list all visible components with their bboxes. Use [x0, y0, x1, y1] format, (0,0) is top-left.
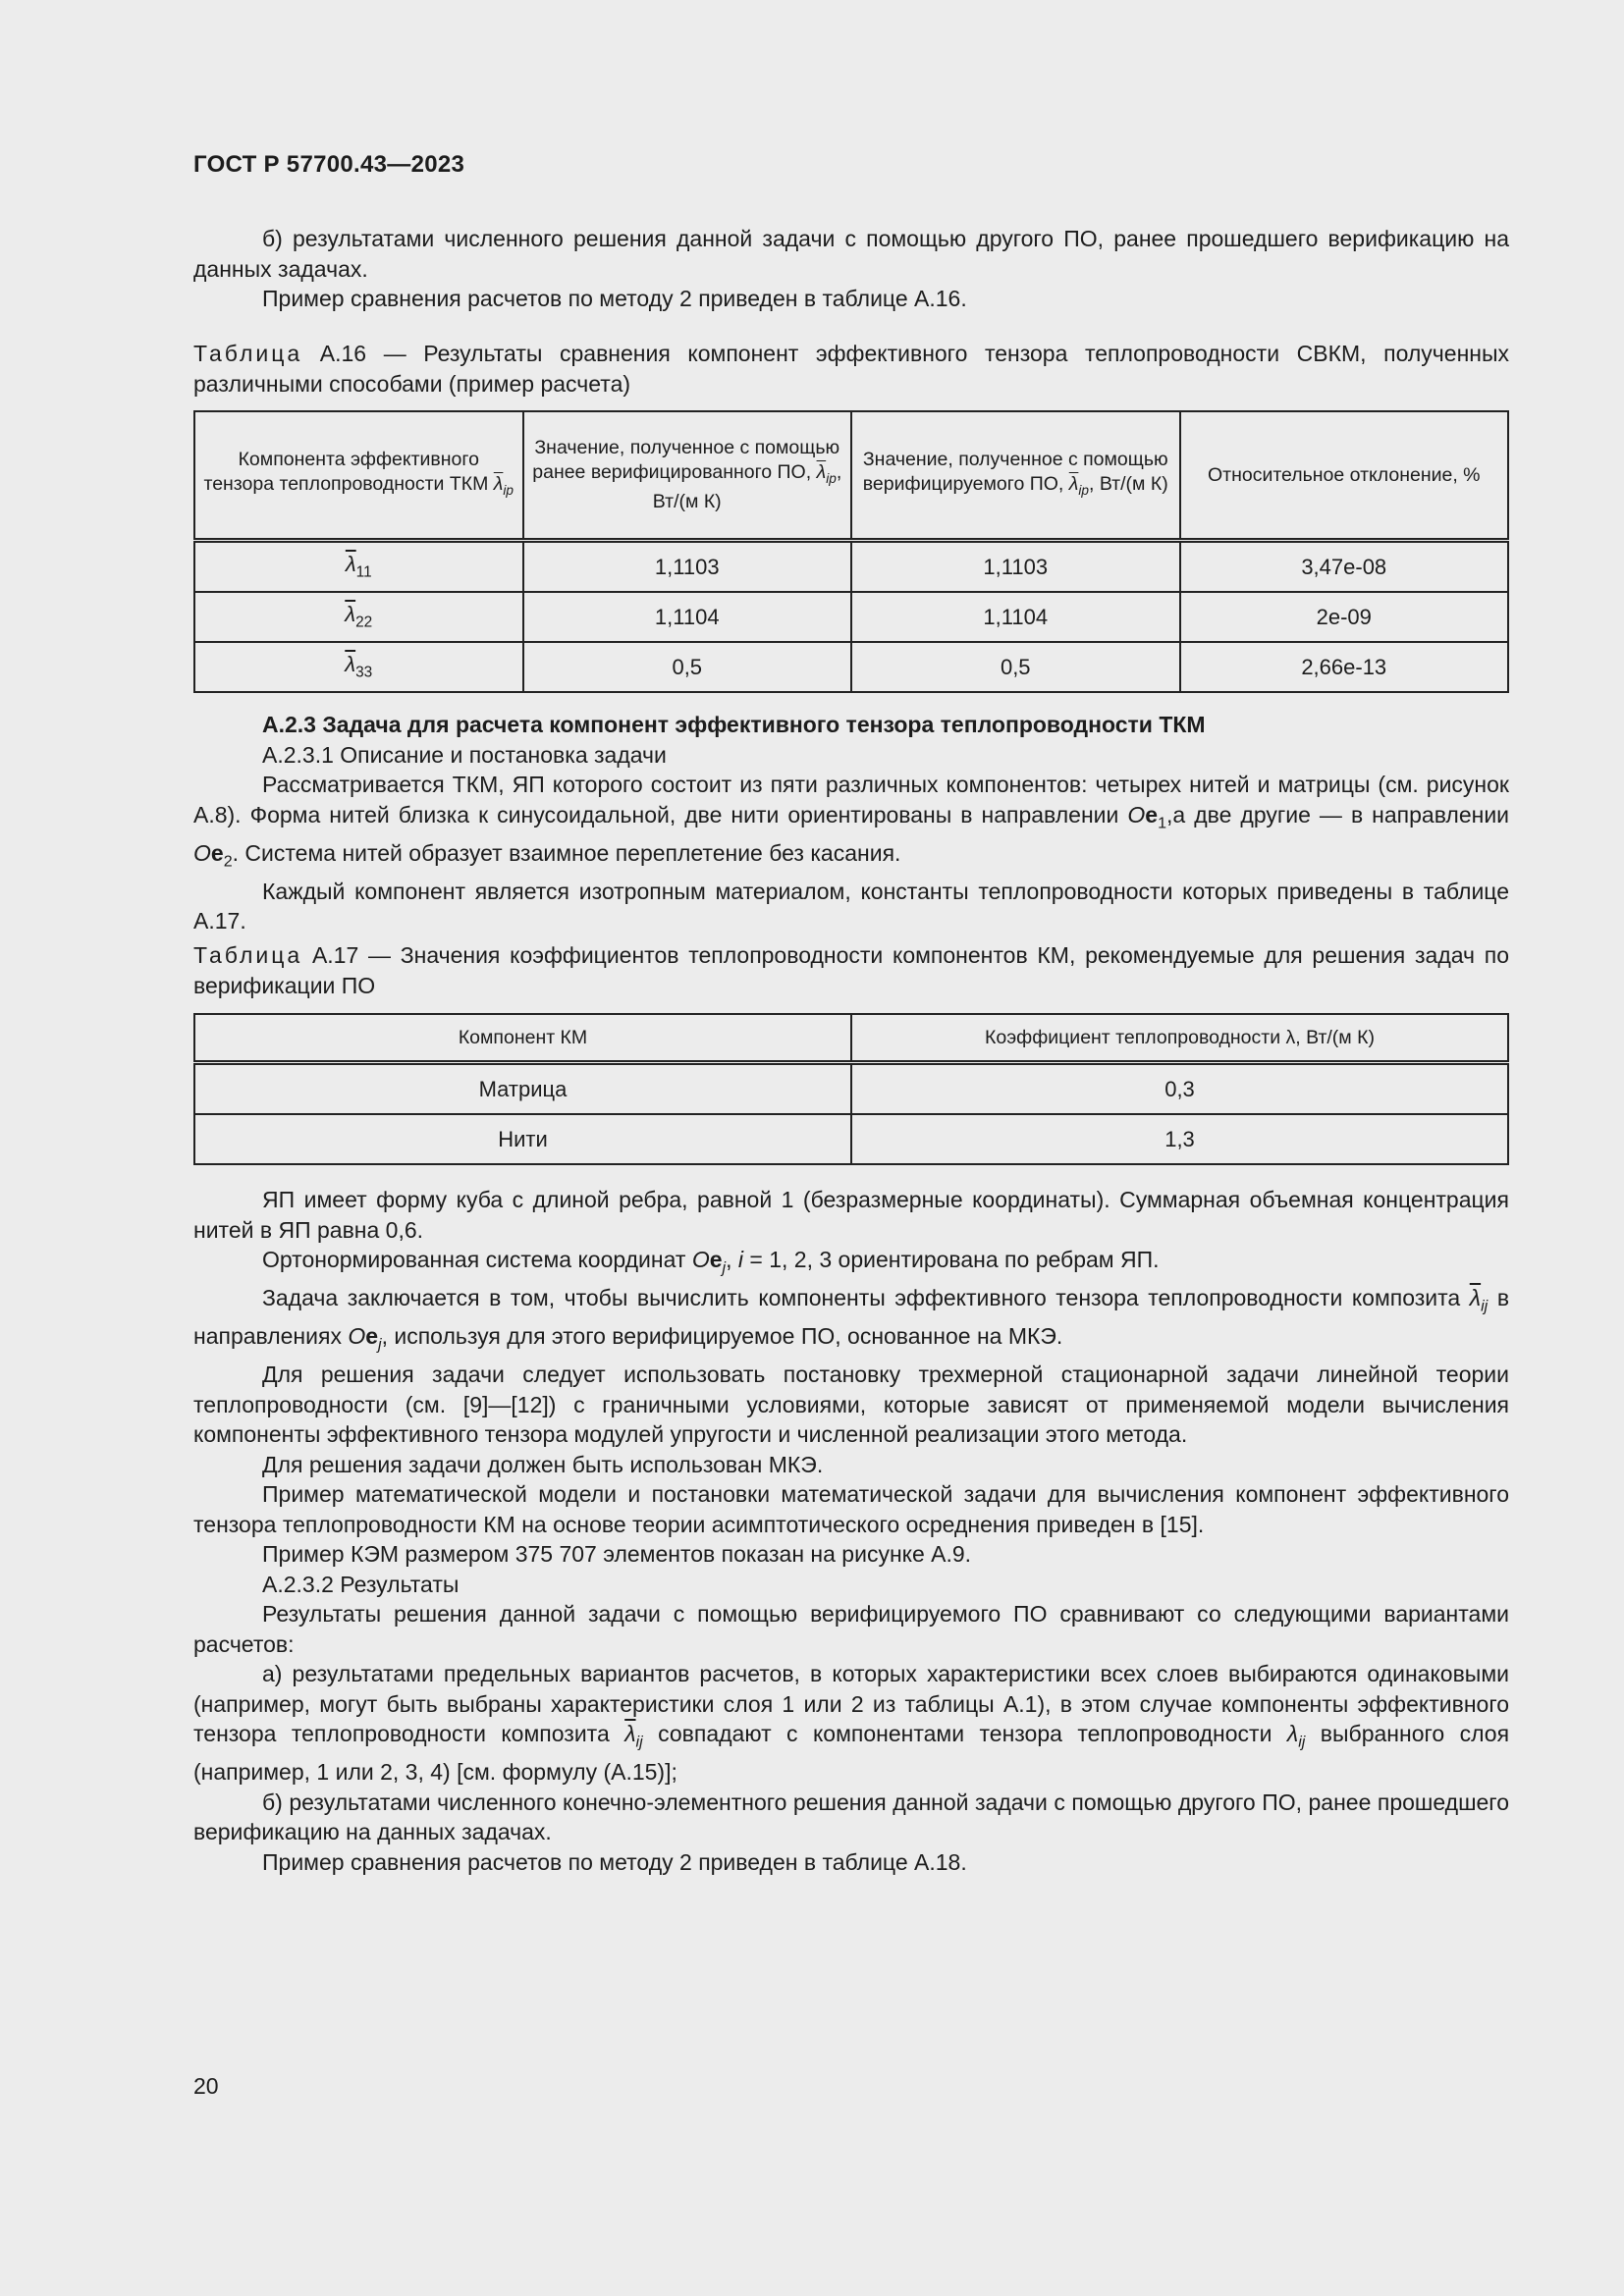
table17-cell-value: 1,3: [851, 1114, 1508, 1164]
table16-cell-component: $\overline{\lambda}_{22}$: [194, 592, 523, 642]
table16-header-row: [194, 411, 1508, 541]
subsection-title-2: А.2.3.2 Результаты: [262, 1571, 460, 1597]
table16-cell-deviation: 3,47е-08: [1180, 541, 1509, 593]
table16-cell-value1: 1,1104: [523, 592, 852, 642]
table-row: [194, 541, 1508, 593]
table16-cell-deviation: 2е-09: [1180, 592, 1509, 642]
table17-caption-prefix: Таблица: [193, 942, 303, 968]
section-a23: [193, 710, 1509, 936]
body-paragraph-7: Пример КЭМ размером 375 707 элементов показан на рисунке А.9.: [262, 1541, 972, 1568]
table17-caption-text: А.17 — Значения коэффициентов теплопроводности компонентов КМ, рекомендуемые для решения задач по верификации ПО: [193, 942, 1510, 998]
table16-caption-prefix: Таблица: [193, 341, 303, 366]
body-paragraph-2: Ортонормированная система координат $Oe_j$, i = 1, 2, 3 ориентирована по ребрам ЯП.: [262, 1247, 1160, 1277]
table17-header-coefficient: Коэффициент теплопроводности λ, Вт/(м К): [851, 1014, 1508, 1063]
body-paragraph-4: Для решения задачи следует использовать постановку трехмерной стационарной задачи линейной теории теплопроводности (см. [9]—[12]) с граничными условиями, которые зависят от применяемой модели вычисления компоненты эффективного тензора модулей упругости и численной реализации этого метода.: [193, 1362, 1509, 1448]
table16-cell-deviation: 2,66е-13: [1180, 642, 1509, 692]
intro-block: [193, 224, 1509, 314]
body-paragraph-6: Пример математической модели и постановки математической задачи для вычисления компонент эффективного тензора теплопроводности КМ на основе теории асимптотического осреднения приведен в [15].: [193, 1481, 1509, 1537]
table16-header-verified-value: Значение, полученное с помощью верифицируемого ПО, $\overline{\lambda}_{ip}$, Вт/(м К): [851, 411, 1180, 541]
body-paragraph-10: б) результатами численного конечно-элементного решения данной задачи с помощью другого ПО, ранее прошедшего верификацию на данных задачах.: [193, 1789, 1509, 1845]
table-row: [194, 592, 1508, 642]
table16-cell-component: $\overline{\lambda}_{11}$: [194, 541, 523, 593]
table16-caption: [193, 339, 1509, 399]
table17-caption: [193, 940, 1509, 1000]
table16-header-component: Компонента эффективного тензора теплопроводности ТКМ $\overline{\lambda}_{ip}$: [194, 411, 523, 541]
body-paragraph-3: Задача заключается в том, чтобы вычислить компоненты эффективного тензора теплопроводности композита $\overline{\lambda}_{ij}$ в направлениях $Oe_j$, используя для этого верифицируемое ПО, основанное на МКЭ.: [193, 1285, 1510, 1354]
intro-paragraph-2: Пример сравнения расчетов по методу 2 приведен в таблице А.16.: [262, 286, 967, 311]
body-paragraph-1: ЯП имеет форму куба с длиной ребра, равной 1 (безразмерные координаты). Суммарная объемная концентрация нитей в ЯП равна 0,6.: [193, 1187, 1509, 1243]
table16-cell-value1: 0,5: [523, 642, 852, 692]
body-paragraph-5: Для решения задачи должен быть использован МКЭ.: [262, 1451, 824, 1477]
table17-cell-name: Нити: [194, 1114, 851, 1164]
section-paragraph-2: Каждый компонент является изотропным материалом, константы теплопроводности которых приведены в таблице А.17.: [193, 878, 1509, 934]
section-paragraph-1: Рассматривается ТКМ, ЯП которого состоит из пяти различных компонентов: четырех нитей и матрицы (см. рисунок А.8). Форма нитей близка к синусоидальной, две нити ориентированы в направлении $Oe_1,а$ две другие — в направлении $Oe_2$. Система нитей образует взаимное переплетение без касания.: [193, 772, 1510, 871]
intro-paragraph-1: б) результатами численного решения данной задачи с помощью другого ПО, ранее прошедшего верификацию на данных задачах.: [193, 226, 1509, 282]
table16-header-reference-value: Значение, полученное с помощью ранее верифицированного ПО, $\overline{\lambda}_{ip}$, Вт/(м К): [523, 411, 852, 541]
table16-header-deviation: Относительное отклонение, %: [1180, 411, 1509, 541]
table-row: [194, 1114, 1508, 1164]
table17: [193, 1013, 1509, 1165]
table17-header-row: [194, 1014, 1508, 1063]
section-title: А.2.3 Задача для расчета компонент эффективного тензора теплопроводности ТКМ: [262, 712, 1206, 737]
table16-cell-value2: 0,5: [851, 642, 1180, 692]
table16-cell-component: $\overline{\lambda}_{33}$: [194, 642, 523, 692]
table16-caption-text: А.16 — Результаты сравнения компонент эффективного тензора теплопроводности СВКМ, полученных различными способами (пример расчета): [193, 341, 1509, 397]
document-code: ГОСТ Р 57700.43—2023: [193, 151, 465, 178]
body-paragraph-9: а) результатами предельных вариантов расчетов, в которых характеристики всех слоев выбираются одинаковыми (например, могут быть выбраны характеристики слоя 1 или 2 из таблицы А.1), в этом случае компоненты эффективного тензора теплопроводности композита $\overline{\lambda}_{ij}$ совпадают с компонентами тензора теплопроводности $\lambda_{ij}$ выбранного слоя (например, 1 или 2, 3, 4) [см. формулу (А.15)];: [193, 1661, 1510, 1786]
page-number: 20: [193, 2073, 219, 2099]
table-row: [194, 1063, 1508, 1115]
table17-cell-name: Матрица: [194, 1063, 851, 1115]
body-paragraph-11: Пример сравнения расчетов по методу 2 приведен в таблице А.18.: [262, 1848, 967, 1875]
table16-cell-value2: 1,1104: [851, 592, 1180, 642]
table16-cell-value2: 1,1103: [851, 541, 1180, 593]
table17-cell-value: 0,3: [851, 1063, 1508, 1115]
body-paragraph-8: Результаты решения данной задачи с помощью верифицируемого ПО сравнивают со следующими вариантами расчетов:: [193, 1601, 1509, 1657]
table17-header-component: Компонент КМ: [194, 1014, 851, 1063]
subsection-title-1: А.2.3.1 Описание и постановка задачи: [262, 741, 667, 768]
table16-cell-value1: 1,1103: [523, 541, 852, 593]
body-block: [193, 1185, 1509, 1877]
table16: [193, 410, 1509, 693]
table-row: [194, 642, 1508, 692]
